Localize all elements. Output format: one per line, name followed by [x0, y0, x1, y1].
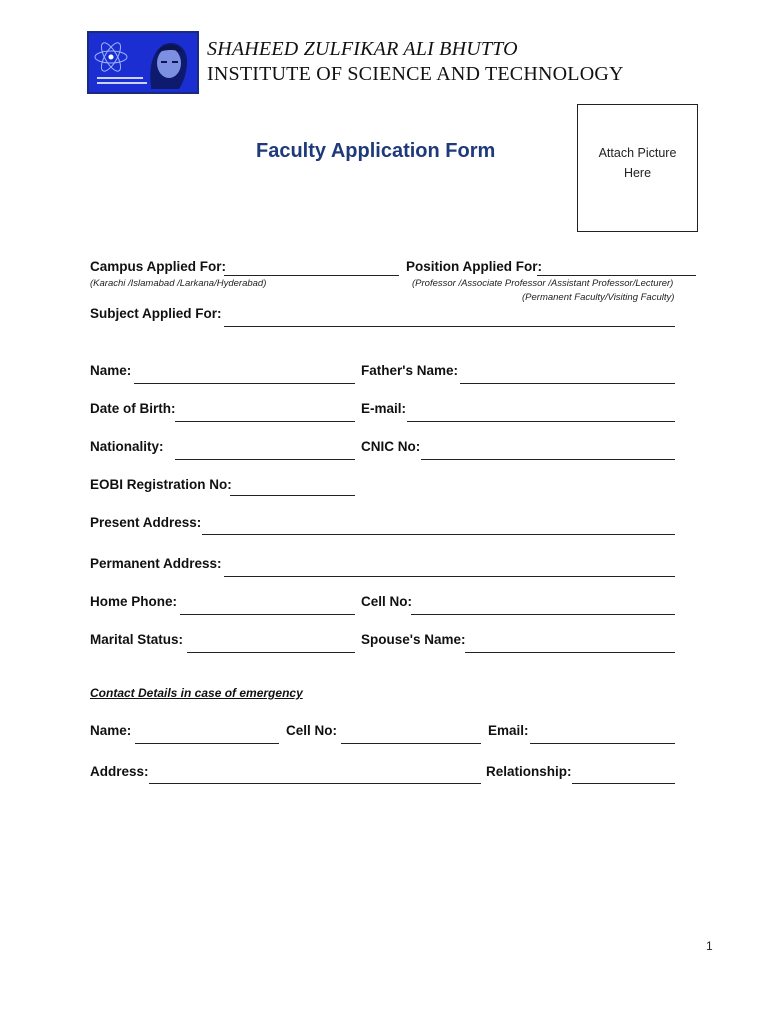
cnic-field[interactable]: [421, 459, 675, 460]
emergency-email-label: Email:: [488, 723, 529, 738]
cnic-label: CNIC No:: [361, 439, 421, 454]
dob-label: Date of Birth:: [90, 401, 176, 416]
campus-field[interactable]: [224, 275, 399, 276]
permanent-address-label: Permanent Address:: [90, 556, 222, 571]
spouse-name-field[interactable]: [465, 652, 675, 653]
spouse-name-label: Spouse's Name:: [361, 632, 466, 647]
emergency-section-title: Contact Details in case of emergency: [90, 686, 303, 700]
photo-box-text-line1: Attach Picture: [598, 146, 677, 160]
campus-label: Campus Applied For:: [90, 259, 227, 274]
position-hint-roles: (Professor /Associate Professor /Assistant Professor/Lecturer): [412, 278, 674, 289]
form-title: Faculty Application Form: [256, 140, 496, 162]
eobi-field[interactable]: [230, 495, 355, 496]
father-name-field[interactable]: [460, 383, 675, 384]
emergency-cell-field[interactable]: [341, 743, 481, 744]
marital-status-field[interactable]: [187, 652, 355, 653]
nationality-label: Nationality:: [90, 439, 164, 454]
home-phone-field[interactable]: [180, 614, 355, 615]
present-address-label: Present Address:: [90, 515, 202, 530]
cell-label: Cell No:: [361, 594, 413, 609]
page-number: 1: [706, 939, 713, 953]
position-hint-type: (Permanent Faculty/Visiting Faculty): [522, 292, 675, 303]
logo-emblem-icon: [89, 33, 197, 92]
emergency-name-label: Name:: [90, 723, 132, 738]
relationship-field[interactable]: [572, 783, 675, 784]
photo-box-text-line2: Here: [623, 166, 652, 180]
home-phone-label: Home Phone:: [90, 594, 178, 609]
emergency-address-field[interactable]: [149, 783, 481, 784]
emergency-address-label: Address:: [90, 764, 149, 779]
name-label: Name:: [90, 363, 132, 378]
subject-field[interactable]: [224, 326, 675, 327]
subject-label: Subject Applied For:: [90, 306, 222, 321]
relationship-label: Relationship:: [486, 764, 572, 779]
marital-status-label: Marital Status:: [90, 632, 184, 647]
institute-logo: [87, 31, 199, 94]
institute-name-line2: INSTITUTE OF SCIENCE AND TECHNOLOGY: [207, 63, 624, 85]
dob-field[interactable]: [175, 421, 355, 422]
cell-field[interactable]: [411, 614, 675, 615]
emergency-cell-label: Cell No:: [286, 723, 338, 738]
campus-hint: (Karachi /Islamabad /Larkana/Hyderabad): [90, 278, 267, 289]
email-label: E-mail:: [361, 401, 407, 416]
institute-name-line1: SHAHEED ZULFIKAR ALI BHUTTO: [207, 38, 518, 60]
position-label: Position Applied For:: [406, 259, 542, 274]
eobi-label: EOBI Registration No:: [90, 477, 232, 492]
father-name-label: Father's Name:: [361, 363, 458, 378]
present-address-field[interactable]: [202, 534, 675, 535]
nationality-field[interactable]: [175, 459, 355, 460]
permanent-address-field[interactable]: [224, 576, 675, 577]
emergency-name-field[interactable]: [135, 743, 279, 744]
email-field[interactable]: [407, 421, 675, 422]
photo-attach-box[interactable]: [577, 104, 698, 232]
position-field[interactable]: [537, 275, 696, 276]
name-field[interactable]: [134, 383, 355, 384]
emergency-email-field[interactable]: [530, 743, 675, 744]
